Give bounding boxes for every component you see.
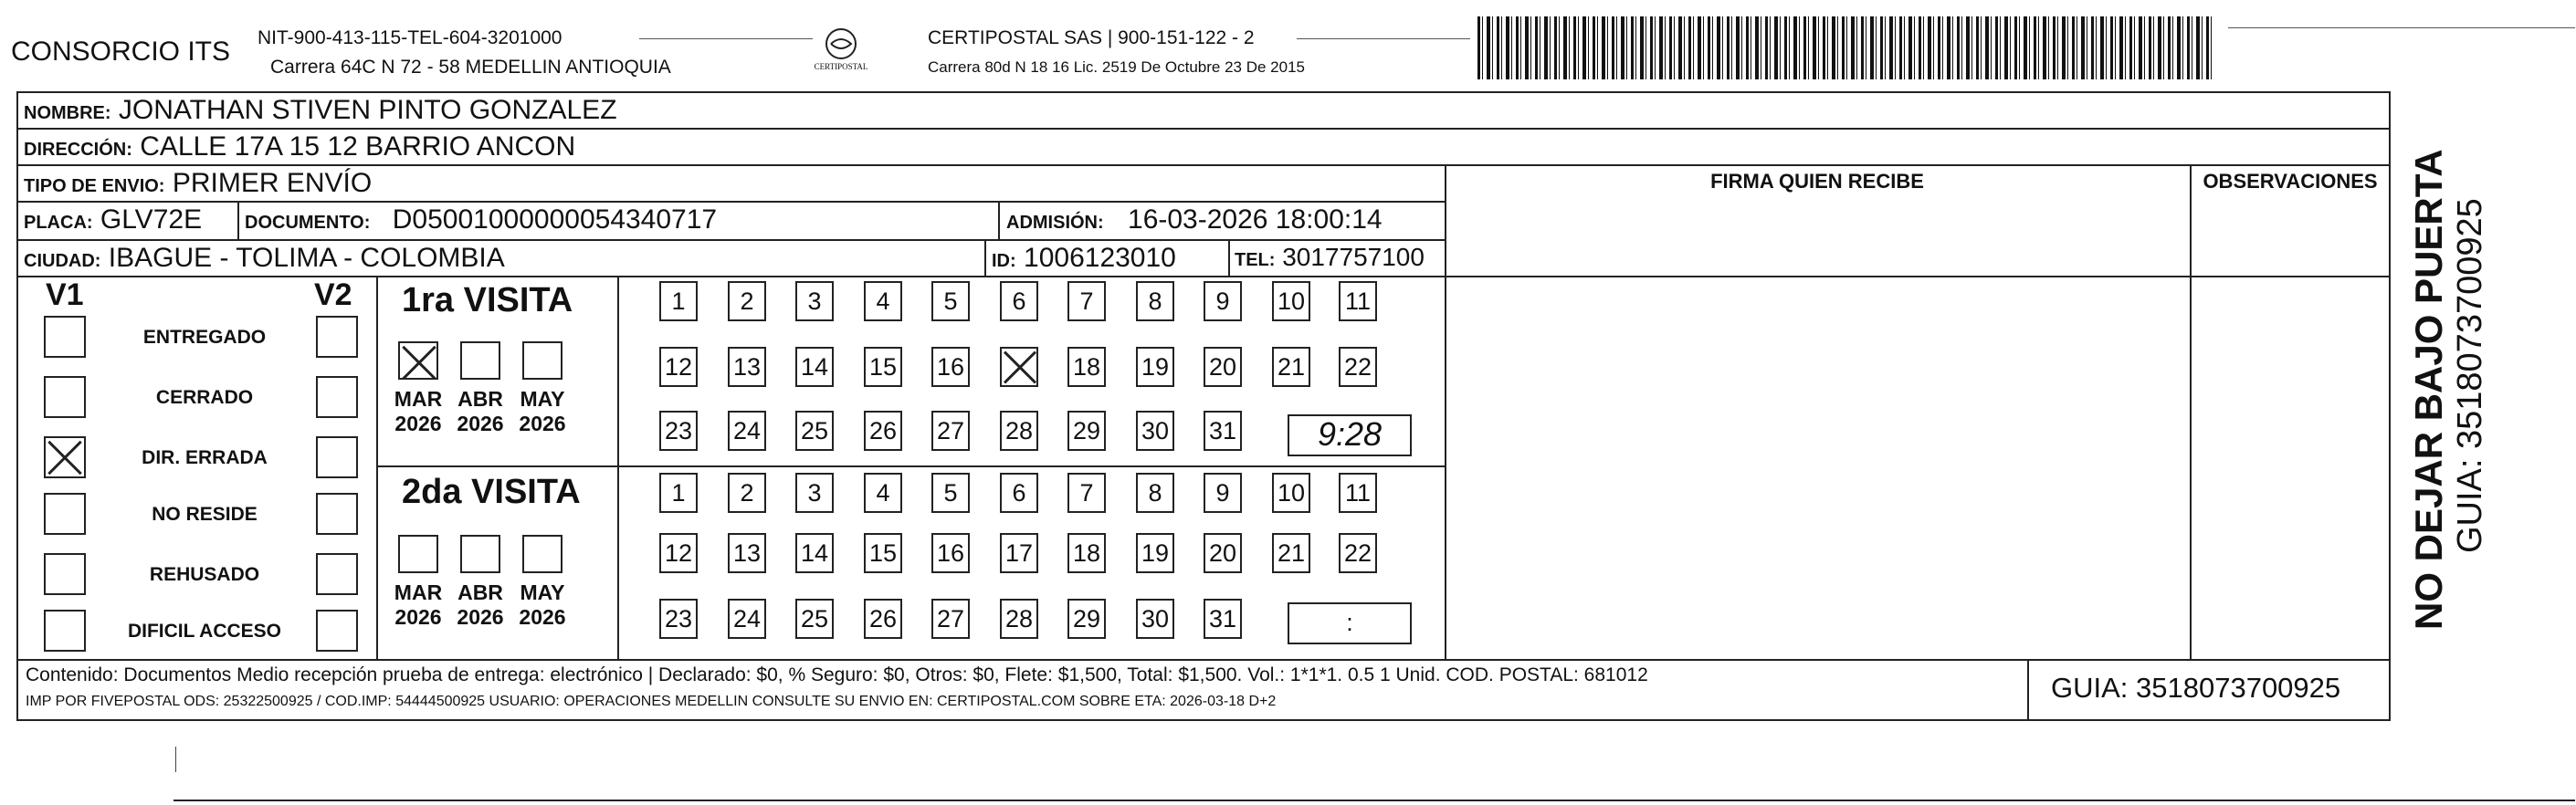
side-warning: NO DEJAR BAJO PUERTA bbox=[2407, 149, 2450, 630]
certipostal-logo: CERTIPOSTAL bbox=[813, 26, 869, 82]
day-box[interactable]: 5 bbox=[931, 281, 970, 321]
day-box[interactable]: 4 bbox=[864, 281, 902, 321]
day-box[interactable]: 12 bbox=[659, 533, 698, 573]
day-box[interactable]: 18 bbox=[1067, 347, 1106, 387]
day-box[interactable]: 14 bbox=[795, 533, 834, 573]
certipostal-nit: CERTIPOSTAL SAS | 900-151-122 - 2 bbox=[928, 27, 1255, 48]
month-checkbox[interactable] bbox=[522, 535, 563, 573]
v1-header: V1 bbox=[46, 277, 84, 312]
day-box[interactable]: 29 bbox=[1067, 599, 1106, 639]
day-box[interactable]: 25 bbox=[795, 411, 834, 451]
ciudad-row bbox=[24, 243, 505, 274]
tel-value: 3017757100 bbox=[1282, 243, 1425, 271]
day-box[interactable]: 26 bbox=[864, 411, 902, 451]
visit-time[interactable]: 9:28 bbox=[1288, 414, 1412, 456]
day-box[interactable]: 21 bbox=[1272, 533, 1310, 573]
day-box[interactable]: 1 bbox=[659, 473, 698, 513]
month-label bbox=[451, 580, 510, 630]
day-box[interactable]: 28 bbox=[1000, 599, 1038, 639]
day-box[interactable]: 11 bbox=[1339, 281, 1377, 321]
admision-row bbox=[1006, 204, 1383, 235]
month-name: MAY bbox=[520, 580, 565, 604]
day-box[interactable]: 23 bbox=[659, 411, 698, 451]
month-year: 2026 bbox=[394, 412, 442, 435]
footer-line2: IMP POR FIVEPOSTAL ODS: 25322500925 / COD.IMP: 54444500925 USUARIO: OPERACIONES MEDELLIN CONSULTE SU ENVIO EN: CERTIPOSTAL.COM SOBRE ETA: 2026-03-18 D+2 bbox=[26, 694, 1277, 709]
nombre-label: NOMBRE: bbox=[24, 103, 111, 123]
month-label bbox=[451, 387, 510, 436]
month-name: MAR bbox=[394, 387, 443, 411]
status-label: DIR. ERRADA bbox=[142, 447, 268, 468]
tel-label: TEL: bbox=[1235, 250, 1276, 270]
id-label: ID: bbox=[992, 251, 1016, 271]
day-box[interactable]: 12 bbox=[659, 347, 698, 387]
day-box[interactable]: 19 bbox=[1136, 533, 1174, 573]
month-label bbox=[513, 387, 572, 436]
direccion-row bbox=[24, 131, 575, 162]
day-box[interactable]: 10 bbox=[1272, 281, 1310, 321]
day-box[interactable]: 7 bbox=[1067, 281, 1106, 321]
placa-label: PLACA: bbox=[24, 213, 93, 233]
v1-checkbox[interactable] bbox=[44, 493, 86, 535]
bottom-rule bbox=[173, 800, 2575, 801]
day-box[interactable]: 5 bbox=[931, 473, 970, 513]
day-box[interactable]: 9 bbox=[1204, 281, 1242, 321]
status-label: NO RESIDE bbox=[152, 504, 258, 525]
v2-header: V2 bbox=[314, 277, 352, 312]
month-year: 2026 bbox=[457, 605, 504, 629]
footer-line1: Contenido: Documentos Medio recepción prueba de entrega: electrónico | Declarado: $0, % Seguro: $0, Otros: $0, Flete: $1,500, Total: $1,500. Vol.: 1*1*1. 0.5 1 Unid. COD. POSTAL: 681012 bbox=[26, 664, 1648, 685]
day-box[interactable]: 16 bbox=[931, 347, 970, 387]
month-checkbox[interactable] bbox=[522, 341, 563, 380]
documento-label: DOCUMENTO: bbox=[245, 213, 371, 233]
v2-checkbox[interactable] bbox=[316, 553, 358, 595]
day-box[interactable]: 25 bbox=[795, 599, 834, 639]
barcode bbox=[1477, 16, 2215, 79]
month-checkbox[interactable] bbox=[460, 535, 500, 573]
nombre-value: JONATHAN STIVEN PINTO GONZALEZ bbox=[118, 95, 617, 125]
day-box[interactable]: 23 bbox=[659, 599, 698, 639]
id-row bbox=[992, 243, 1176, 274]
day-box[interactable]: 16 bbox=[931, 533, 970, 573]
v1-checkbox[interactable] bbox=[44, 553, 86, 595]
month-label bbox=[389, 580, 447, 630]
day-box[interactable]: 11 bbox=[1339, 473, 1377, 513]
day-box[interactable]: 24 bbox=[728, 411, 766, 451]
company-address: Carrera 64C N 72 - 58 MEDELLIN ANTIOQUIA bbox=[270, 57, 671, 78]
month-checkbox[interactable] bbox=[398, 341, 438, 380]
day-box[interactable]: 22 bbox=[1339, 347, 1377, 387]
margin-mark bbox=[175, 747, 176, 772]
tel-row bbox=[1235, 243, 1425, 272]
status-label: CERRADO bbox=[155, 387, 254, 408]
nombre-row bbox=[24, 95, 617, 126]
visit-time[interactable]: : bbox=[1288, 602, 1412, 644]
day-box[interactable]: 26 bbox=[864, 599, 902, 639]
company-nit-tel: NIT-900-413-115-TEL-604-3201000 bbox=[258, 27, 563, 48]
documento-value: D05001000000054340717 bbox=[392, 204, 718, 235]
placa-row bbox=[24, 204, 202, 235]
day-box[interactable]: 15 bbox=[864, 533, 902, 573]
month-name: ABR bbox=[457, 580, 503, 604]
day-box[interactable]: 28 bbox=[1000, 411, 1038, 451]
observaciones-header: OBSERVACIONES bbox=[2203, 170, 2378, 193]
v1-checkbox[interactable] bbox=[44, 436, 86, 478]
day-box[interactable]: 6 bbox=[1000, 473, 1038, 513]
admision-label: ADMISIÓN: bbox=[1006, 213, 1104, 233]
ciudad-value: IBAGUE - TOLIMA - COLOMBIA bbox=[108, 243, 505, 273]
day-box[interactable]: 3 bbox=[795, 473, 834, 513]
v1-checkbox[interactable] bbox=[44, 610, 86, 652]
v2-checkbox[interactable] bbox=[316, 493, 358, 535]
firma-header: FIRMA QUIEN RECIBE bbox=[1710, 170, 1924, 193]
v1-checkbox[interactable] bbox=[44, 316, 86, 358]
v2-checkbox[interactable] bbox=[316, 610, 358, 652]
day-box[interactable]: 24 bbox=[728, 599, 766, 639]
month-checkbox[interactable] bbox=[460, 341, 500, 380]
day-box[interactable]: 8 bbox=[1136, 473, 1174, 513]
v2-checkbox[interactable] bbox=[316, 436, 358, 478]
day-box[interactable]: 17 bbox=[1000, 533, 1038, 573]
day-box[interactable]: 10 bbox=[1272, 473, 1310, 513]
day-box[interactable] bbox=[1000, 347, 1038, 387]
certipostal-address: Carrera 80d N 18 16 Lic. 2519 De Octubre 23 De 2015 bbox=[928, 58, 1305, 76]
day-box[interactable]: 20 bbox=[1204, 533, 1242, 573]
month-year: 2026 bbox=[457, 412, 504, 435]
direccion-label: DIRECCIÓN: bbox=[24, 140, 132, 160]
day-box[interactable]: 2 bbox=[728, 473, 766, 513]
day-box[interactable]: 31 bbox=[1204, 411, 1242, 451]
visit2-title: 2da VISITA bbox=[402, 473, 581, 511]
month-year: 2026 bbox=[394, 605, 442, 629]
ciudad-label: CIUDAD: bbox=[24, 251, 101, 271]
day-box[interactable]: 1 bbox=[659, 281, 698, 321]
day-box[interactable]: 2 bbox=[728, 281, 766, 321]
month-name: ABR bbox=[457, 387, 503, 411]
month-label bbox=[513, 580, 572, 630]
admision-value: 16-03-2026 18:00:14 bbox=[1128, 204, 1383, 235]
day-box[interactable]: 30 bbox=[1136, 411, 1174, 451]
month-year: 2026 bbox=[519, 605, 566, 629]
footer-guia: GUIA: 3518073700925 bbox=[2051, 672, 2341, 704]
day-box[interactable]: 20 bbox=[1204, 347, 1242, 387]
v2-checkbox[interactable] bbox=[316, 376, 358, 418]
day-box[interactable]: 19 bbox=[1136, 347, 1174, 387]
day-box[interactable]: 6 bbox=[1000, 281, 1038, 321]
day-box[interactable]: 29 bbox=[1067, 411, 1106, 451]
day-box[interactable]: 21 bbox=[1272, 347, 1310, 387]
month-name: MAR bbox=[394, 580, 443, 604]
tipo-label: TIPO DE ENVIO: bbox=[24, 176, 165, 196]
status-label: REHUSADO bbox=[149, 564, 260, 585]
v1-checkbox[interactable] bbox=[44, 376, 86, 418]
day-box[interactable]: 7 bbox=[1067, 473, 1106, 513]
day-box[interactable]: 30 bbox=[1136, 599, 1174, 639]
documento-row bbox=[245, 204, 717, 235]
visit1-title: 1ra VISITA bbox=[402, 281, 573, 319]
day-box[interactable]: 13 bbox=[728, 347, 766, 387]
day-box[interactable]: 27 bbox=[931, 599, 970, 639]
placa-value: GLV72E bbox=[100, 204, 203, 235]
month-label bbox=[389, 387, 447, 436]
day-box[interactable]: 4 bbox=[864, 473, 902, 513]
v2-checkbox[interactable] bbox=[316, 316, 358, 358]
day-box[interactable]: 31 bbox=[1204, 599, 1242, 639]
day-box[interactable]: 14 bbox=[795, 347, 834, 387]
month-checkbox[interactable] bbox=[398, 535, 438, 573]
month-name: MAY bbox=[520, 387, 565, 411]
day-box[interactable]: 27 bbox=[931, 411, 970, 451]
day-box[interactable]: 8 bbox=[1136, 281, 1174, 321]
day-box[interactable]: 9 bbox=[1204, 473, 1242, 513]
month-year: 2026 bbox=[519, 412, 566, 435]
day-box[interactable]: 3 bbox=[795, 281, 834, 321]
side-guia: GUIA: 3518073700925 bbox=[2451, 198, 2489, 553]
day-box[interactable]: 22 bbox=[1339, 533, 1377, 573]
tipo-row bbox=[24, 168, 372, 199]
day-box[interactable]: 15 bbox=[864, 347, 902, 387]
id-value: 1006123010 bbox=[1024, 243, 1176, 273]
direccion-value: CALLE 17A 15 12 BARRIO ANCON bbox=[140, 131, 576, 162]
status-label: ENTREGADO bbox=[142, 327, 267, 348]
tipo-value: PRIMER ENVÍO bbox=[172, 168, 373, 198]
status-label: DIFICIL ACCESO bbox=[127, 621, 281, 642]
company-name: CONSORCIO ITS bbox=[11, 37, 231, 67]
day-box[interactable]: 13 bbox=[728, 533, 766, 573]
day-box[interactable]: 18 bbox=[1067, 533, 1106, 573]
